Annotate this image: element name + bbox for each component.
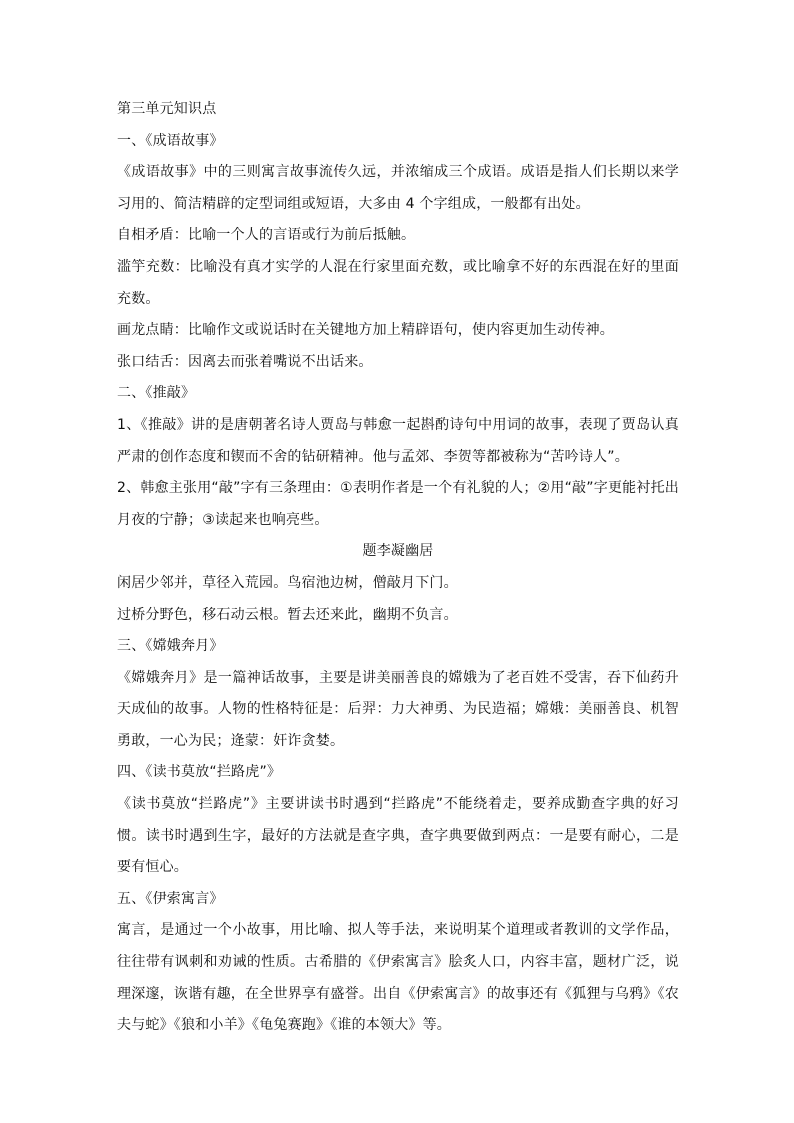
paragraph-reading: 《读书莫放“拦路虎”》主要讲读书时遇到“拦路虎”不能绕着走，要养成勤查字典的好习惯。读书时遇到生字，最好的方法就是查字典，查字典要做到两点：一是要有耐心，二是要有恒心。 [117,796,679,876]
paragraph-aesop: 寓言，是通过一个小故事，用比喻、拟人等手法，来说明某个道理或者教训的文学作品，往往带有讽刺和劝诫的性质。古希腊的《伊索寓言》脍炙人口，内容丰富，题材广泛，说理深邃，诙谐有趣，在全世界享有盛誉。出自《伊索寓言》的故事还有《狐狸与乌鸦》《农夫与蛇》《狼和小羊》《龟兔赛跑》《谁的本领大》等。 [117,922,679,1034]
document-title: 第三单元知识点 [117,101,217,117]
section-heading-tuiqiao: 二、《推敲》 [117,385,196,402]
paragraph-idioms-intro: 《成语故事》中的三则寓言故事流传久远，并浓缩成三个成语。成语是指人们长期以来学习用的、简洁精辟的定型词组或短语，大多由 4 个字组成，一般都有出处。 [117,164,679,212]
poem-line: 闲居少邻并，草径入荒园。鸟宿池边树，僧敲月下门。 [117,574,458,591]
paragraph-change: 《嫦娥奔月》是一篇神话故事，主要是讲美丽善良的嫦娥为了老百姓不受害，吞下仙药升天成仙的故事。人物的性格特征是：后羿：力大神勇、为民造福；嫦娥：美丽善良、机智勇敢，一心为民；逄蒙：奸诈贪婪。 [117,669,679,749]
paragraph-tuiqiao-1: 1、《推敲》讲的是唐朝著名诗人贾岛与韩愈一起斟酌诗句中用词的故事，表现了贾岛认真严肃的创作态度和锲而不舍的钻研精神。他与孟郊、李贺等都被称为“苦吟诗人”。 [117,416,679,465]
idiom-item: 滥竽充数：比喻没有真才实学的人混在行家里面充数，或比喻拿不好的东西混在好的里面充数。 [117,258,679,307]
paragraph-tuiqiao-2: 2、韩愈主张用“敲”字有三条理由：①表明作者是一个有礼貌的人；②用“敲”字更能衬托出月夜的宁静；③读起来也响亮些。 [117,480,679,528]
poem-line: 过桥分野色，移石动云根。暂去还来此，幽期不负言。 [117,606,458,623]
section-heading-change: 三、《嫦娥奔月》 [117,638,224,655]
idiom-item: 画龙点睛：比喻作文或说话时在关键地方加上精辟语句，使内容更加生动传神。 [117,322,614,339]
poem-title: 题李凝幽居 [362,543,434,560]
section-heading-idioms: 一、《成语故事》 [117,132,224,149]
idiom-item: 自相矛盾：比喻一个人的言语或行为前后抵触。 [117,227,416,244]
section-heading-reading: 四、《读书莫放“拦路虎”》 [117,764,282,781]
idiom-item: 张口结舌：因离去而张着嘴说不出话来。 [117,353,373,370]
document-body [117,94,679,1042]
section-heading-aesop: 五、《伊索寓言》 [117,890,224,907]
